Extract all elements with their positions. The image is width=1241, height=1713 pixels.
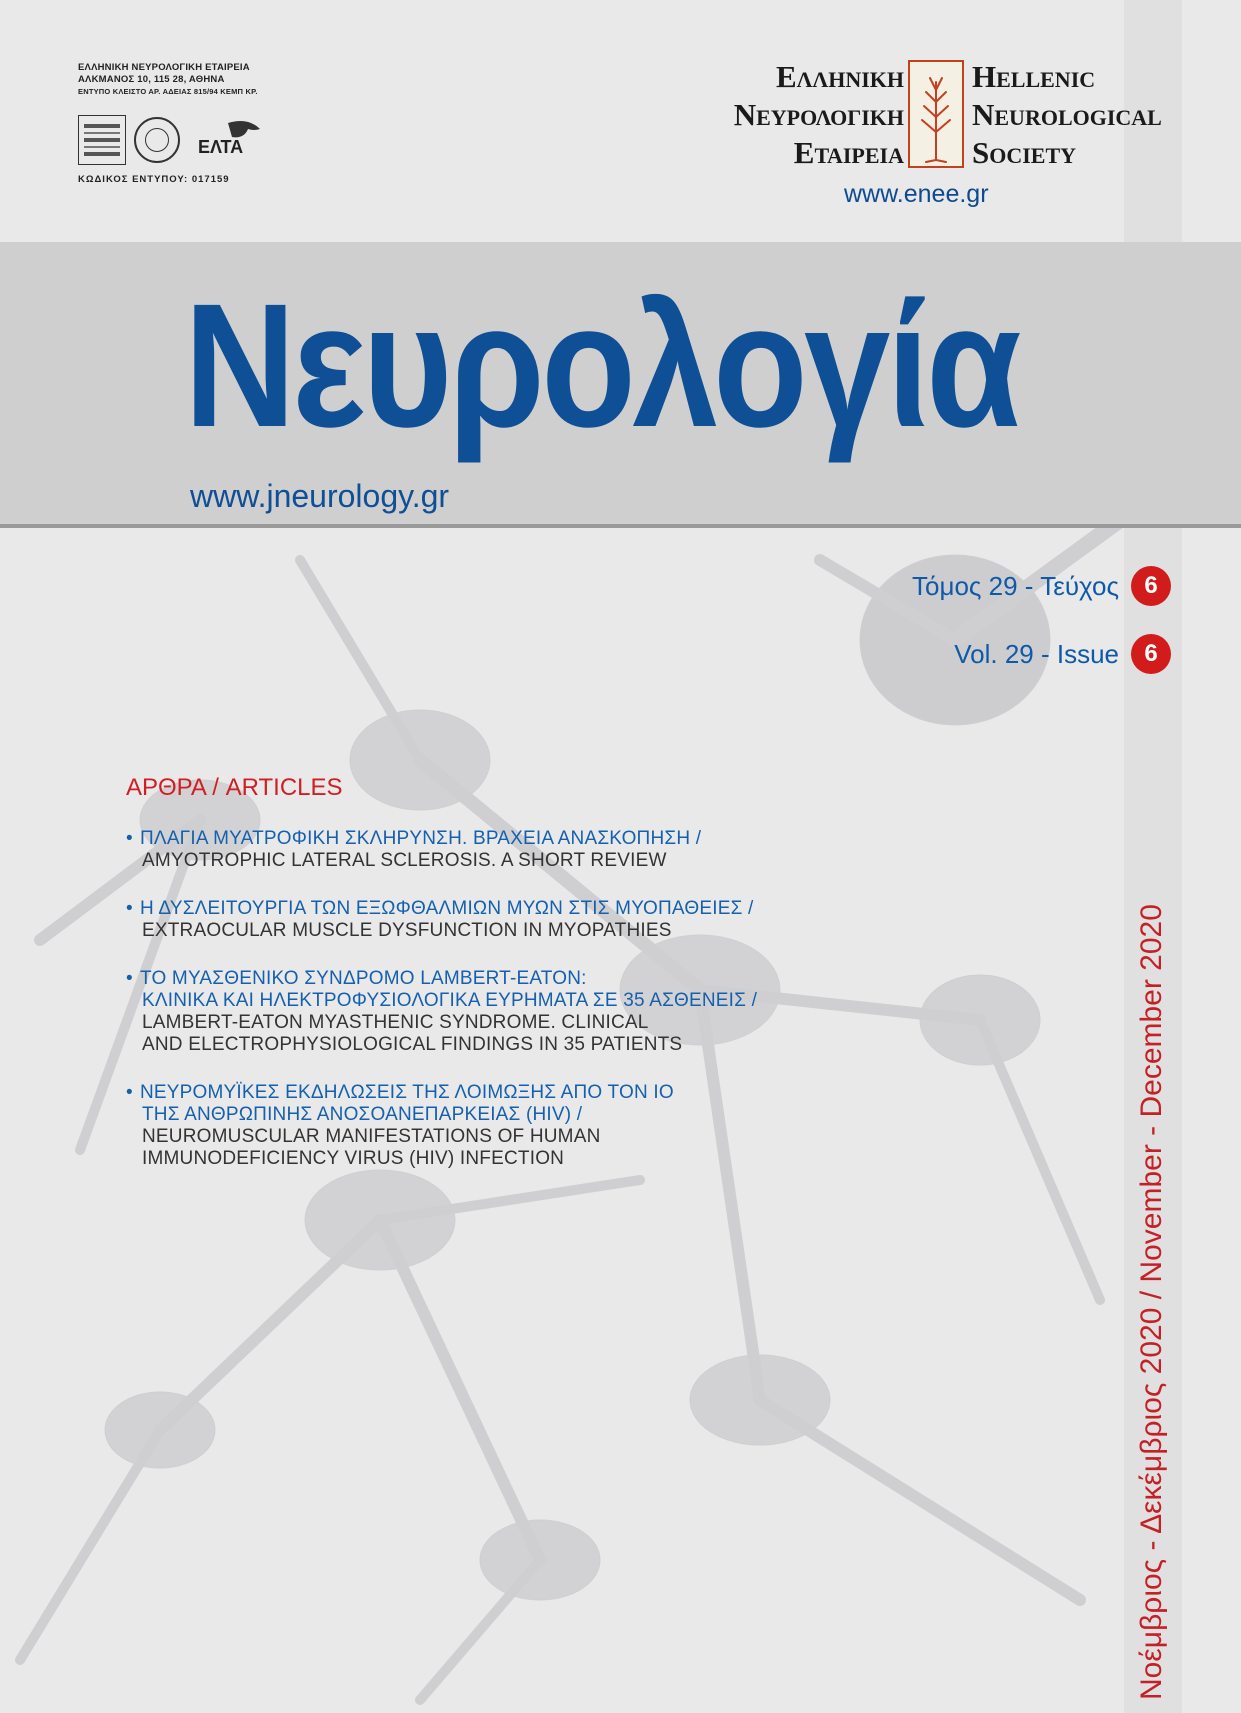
article-item[interactable]: [126, 968, 986, 1056]
publisher-block: [78, 62, 278, 185]
article-greek-title: • ΠΛΑΓΙΑ ΜΥΑΤΡΟΦΙΚΗ ΣΚΛΗΡΥΝΣΗ. ΒΡΑΧΕΙΑ ΑΝΑΣΚΟΠΗΣΗ /: [126, 828, 702, 849]
masthead-band: [0, 242, 1241, 528]
society-english-name: [972, 58, 1162, 172]
article-english-title: AMYOTROPHIC LATERAL SCLEROSIS. A SHORT REVIEW: [142, 850, 667, 871]
journal-title: Νευρολογία: [184, 268, 1018, 464]
article-english-title-cont: IMMUNODEFICIENCY VIRUS (HIV) INFECTION: [142, 1148, 565, 1169]
issue-number-badge: 6: [1131, 634, 1171, 674]
bullet-icon: •: [126, 898, 133, 919]
society-url-link[interactable]: www.enee.gr: [844, 180, 989, 208]
article-greek-title: • Η ΔΥΣΛΕΙΤΟΥΡΓΙΑ ΤΩΝ ΕΞΩΦΘΑΛΜΙΩΝ ΜΥΩΝ ΣΤΙΣ ΜΥΟΠΑΘΕΙΕΣ /: [126, 898, 754, 919]
article-english-title: NEUROMUSCULAR MANIFESTATIONS OF HUMAN: [142, 1126, 601, 1147]
issue-greek-label: Τόμος 29 - Τεύχος: [911, 570, 1119, 601]
society-english-line: Neurological: [972, 97, 1162, 132]
article-item[interactable]: [126, 898, 986, 942]
society-emblem-icon: [908, 60, 964, 168]
articles-list: [126, 774, 986, 1196]
article-item[interactable]: [126, 1082, 986, 1170]
elta-logo-text: ΕΛΤΑ: [198, 137, 244, 157]
article-greek-title: • ΤΟ ΜΥΑΣΘΕΝΙΚΟ ΣΥΝΔΡΟΜΟ LAMBERT-EATON:: [126, 968, 587, 989]
society-greek-line: Ελληνικη: [775, 59, 904, 94]
society-logo: [706, 58, 1186, 208]
bullet-icon: •: [126, 968, 133, 989]
postal-marks: [78, 114, 278, 166]
article-english-title: EXTRAOCULAR MUSCLE DYSFUNCTION IN MYOPATHIES: [142, 920, 672, 941]
issue-number-badge: 6: [1131, 566, 1171, 606]
society-greek-name: [734, 58, 904, 172]
elta-logo: [188, 117, 268, 163]
issue-date-vertical: Νοέμβριος - Δεκέμβριος 2020 / November - December 2020: [1135, 904, 1168, 1700]
publisher-org: ΕΛΛΗΝΙΚΗ ΝΕΥΡΟΛΟΓΙΚΗ ΕΤΑΙΡΕΙΑ: [78, 62, 250, 73]
article-greek-title-cont: ΚΛΙΝΙΚΑ ΚΑΙ ΗΛΕΚΤΡΟΦΥΣΙΟΛΟΓΙΚΑ ΕΥΡΗΜΑΤΑ ΣΕ 35 ΑΣΘΕΝΕΙΣ /: [142, 990, 758, 1011]
article-english-title: LAMBERT-EATON MYASTHENIC SYNDROME. CLINICAL: [142, 1012, 649, 1033]
issue-greek: [912, 566, 1171, 606]
publisher-permit: ΕΝΤΥΠΟ ΚΛΕΙΣΤΟ ΑΡ. ΑΔΕΙΑΣ 815/94 ΚΕΜΠ ΚΡ.: [78, 87, 258, 96]
postal-stamp-icon: [78, 115, 126, 165]
article-greek-title: • ΝΕΥΡΟΜΥΪΚΕΣ ΕΚΔΗΛΩΣΕΙΣ ΤΗΣ ΛΟΙΜΩΞΗΣ ΑΠΟ ΤΟΝ ΙΟ: [126, 1082, 674, 1103]
publisher-address: ΑΛΚΜΑΝΟΣ 10, 115 28, ΑΘΗΝΑ: [78, 74, 225, 85]
society-english-line: Hellenic: [972, 59, 1096, 94]
society-greek-line: Εταιρεια: [793, 135, 904, 170]
publisher-code: ΚΩΔΙΚΟΣ ΕΝΤΥΠΟΥ: 017159: [78, 174, 230, 185]
society-greek-line: Νευρολογικη: [733, 97, 904, 132]
articles-heading: ΑΡΘΡΑ / ARTICLES: [126, 774, 343, 801]
bullet-icon: •: [126, 828, 133, 849]
article-item[interactable]: [126, 828, 986, 872]
journal-url-link[interactable]: www.jneurology.gr: [190, 478, 450, 514]
bullet-icon: •: [126, 1082, 133, 1103]
article-english-title-cont: AND ELECTROPHYSIOLOGICAL FINDINGS IN 35 PATIENTS: [142, 1034, 683, 1055]
society-english-line: Society: [972, 135, 1077, 170]
postal-seal-icon: [134, 117, 180, 163]
issue-english-label: Vol. 29 - Issue: [954, 638, 1119, 669]
article-greek-title-cont: ΤΗΣ ΑΝΘΡΩΠΙΝΗΣ ΑΝΟΣΟΑΝΕΠΑΡΚΕΙΑΣ (HIV) /: [142, 1104, 583, 1125]
issue-english: [954, 634, 1171, 674]
